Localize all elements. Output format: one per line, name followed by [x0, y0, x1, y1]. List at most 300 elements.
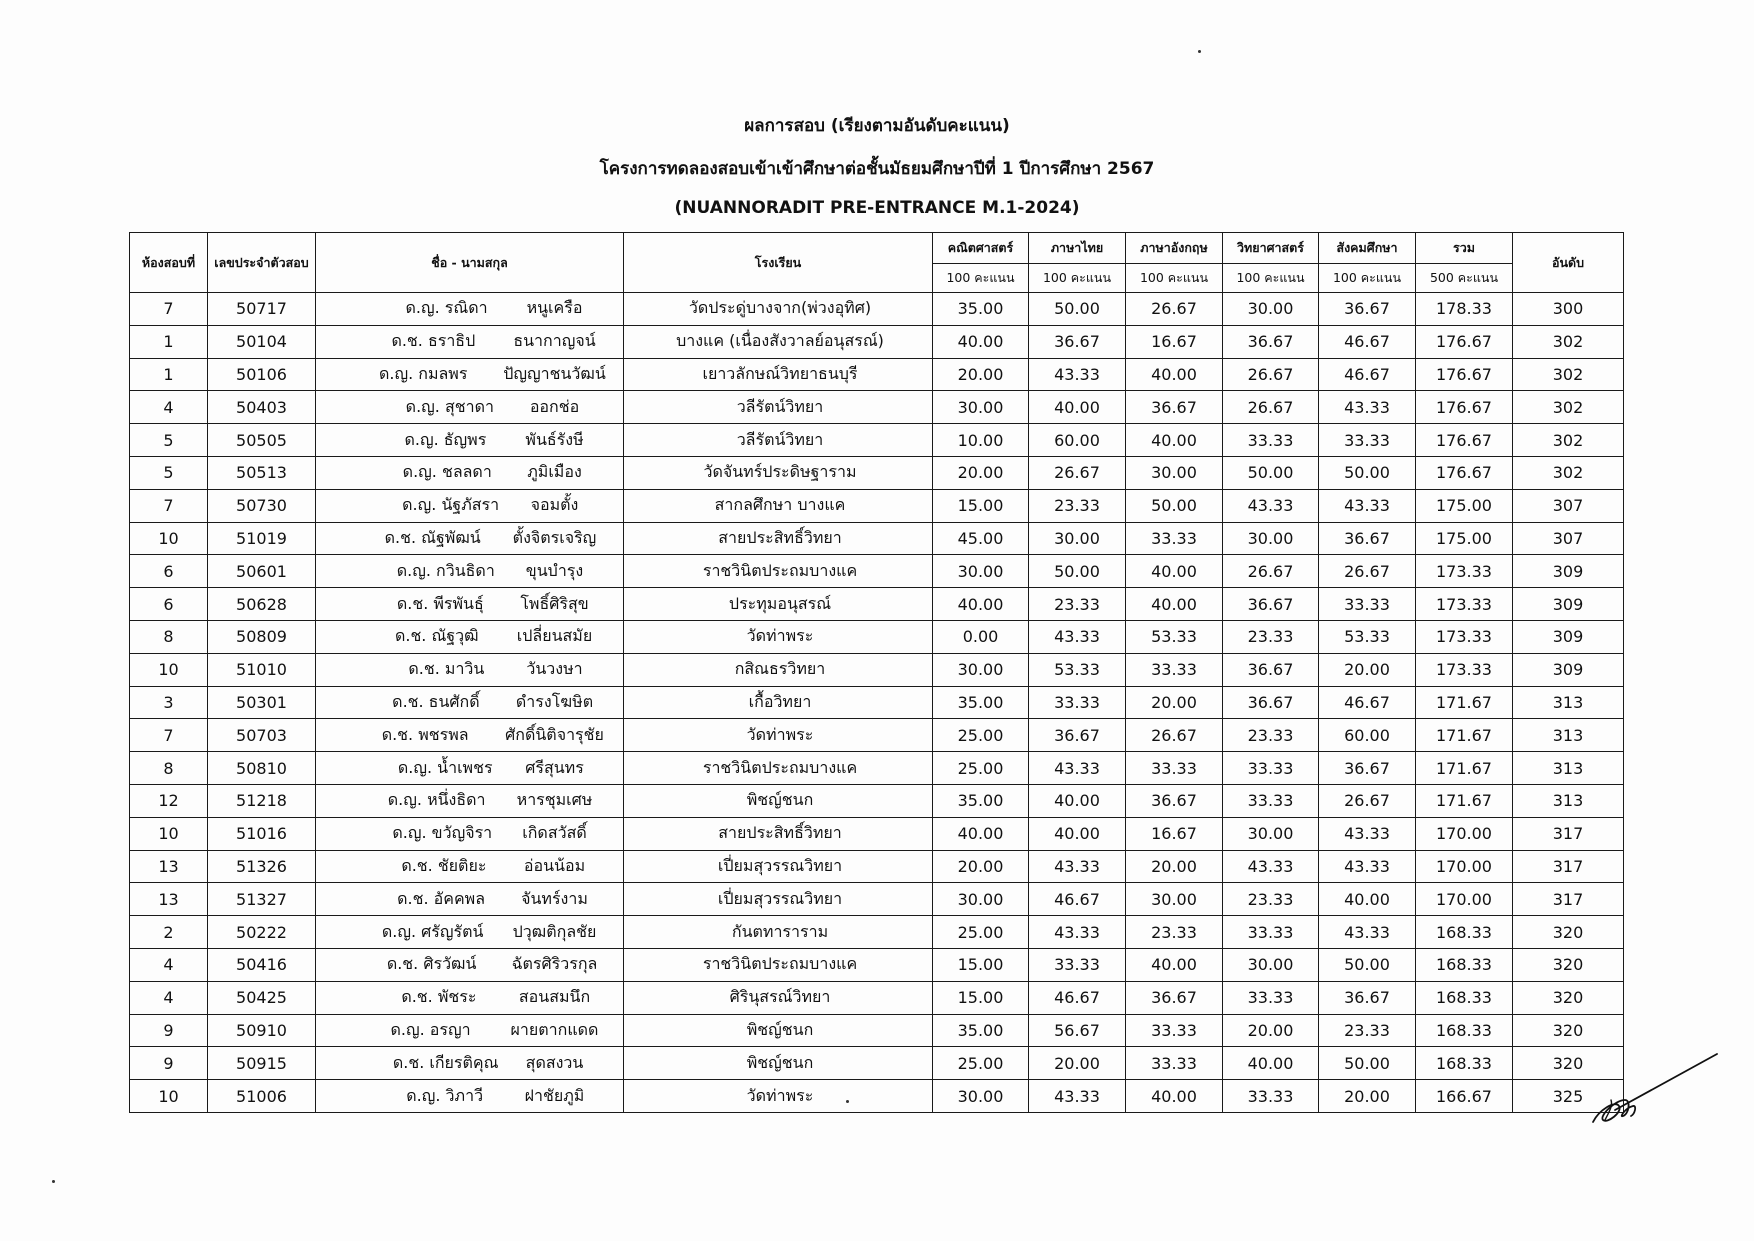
- rank-cell: 307: [1513, 522, 1624, 555]
- header-row: [130, 233, 1624, 264]
- math-score: 25.00: [933, 916, 1029, 949]
- table-row: [130, 358, 1624, 391]
- english-score: 30.00: [1126, 883, 1223, 916]
- first-name: ด.ญ. ศรัญรัตน์: [381, 921, 484, 941]
- room-cell: 7: [130, 489, 208, 522]
- math-score: 15.00: [933, 489, 1029, 522]
- header-name: ชื่อ - นามสกุล: [316, 233, 624, 293]
- english-score: 16.67: [1126, 817, 1223, 850]
- name-cell: [316, 489, 624, 522]
- science-score: 30.00: [1223, 522, 1319, 555]
- total-score: 166.67: [1416, 1080, 1513, 1113]
- last-name: ธนากาญจน์: [513, 331, 596, 351]
- name-cell: [316, 981, 624, 1014]
- math-score: 40.00: [933, 588, 1029, 621]
- table-row: [130, 981, 1624, 1014]
- thai-score: 33.33: [1029, 686, 1126, 719]
- name-cell: [316, 293, 624, 326]
- social-score: 46.67: [1319, 325, 1416, 358]
- math-score: 25.00: [933, 752, 1029, 785]
- school-cell: สายประสิทธิ์วิทยา: [624, 522, 933, 555]
- science-score: 43.33: [1223, 489, 1319, 522]
- first-name: ด.ช. ศิรวัฒน์: [386, 954, 477, 974]
- science-score: 33.33: [1223, 424, 1319, 457]
- exam-id-cell: 51326: [208, 850, 316, 883]
- english-score: 23.33: [1126, 916, 1223, 949]
- total-score: 171.67: [1416, 686, 1513, 719]
- social-score: 36.67: [1319, 293, 1416, 326]
- thai-score: 30.00: [1029, 522, 1126, 555]
- exam-id-cell: 50910: [208, 1014, 316, 1047]
- rank-cell: 317: [1513, 850, 1624, 883]
- english-score: 50.00: [1126, 489, 1223, 522]
- unit-science: 100 คะแนน: [1223, 264, 1319, 293]
- last-name: เกิดสวัสดิ์: [522, 823, 587, 843]
- first-name: ด.ช. พัชระ: [401, 987, 477, 1007]
- school-cell: ราชวินิตประถมบางแค: [624, 948, 933, 981]
- signature-mark: [1585, 1050, 1725, 1130]
- english-score: 40.00: [1126, 948, 1223, 981]
- english-score: 40.00: [1126, 1080, 1223, 1113]
- english-score: 33.33: [1126, 1014, 1223, 1047]
- header-total: รวม: [1416, 233, 1513, 264]
- first-name: ด.ญ. รณิดา: [405, 298, 488, 318]
- exam-id-cell: 50809: [208, 620, 316, 653]
- math-score: 30.00: [933, 391, 1029, 424]
- total-score: 168.33: [1416, 916, 1513, 949]
- math-score: 30.00: [933, 883, 1029, 916]
- room-cell: 9: [130, 1014, 208, 1047]
- science-score: 26.67: [1223, 391, 1319, 424]
- table-body: [130, 293, 1624, 1113]
- math-score: 15.00: [933, 981, 1029, 1014]
- header-school: โรงเรียน: [624, 233, 933, 293]
- social-score: 33.33: [1319, 424, 1416, 457]
- thai-score: 23.33: [1029, 489, 1126, 522]
- science-score: 36.67: [1223, 588, 1319, 621]
- name-cell: [316, 850, 624, 883]
- english-score: 36.67: [1126, 784, 1223, 817]
- science-score: 20.00: [1223, 1014, 1319, 1047]
- exam-id-cell: 51006: [208, 1080, 316, 1113]
- school-cell: พิชญ์ชนก: [624, 1014, 933, 1047]
- total-score: 176.67: [1416, 424, 1513, 457]
- science-score: 36.67: [1223, 686, 1319, 719]
- table-row: [130, 489, 1624, 522]
- total-score: 173.33: [1416, 588, 1513, 621]
- table-row: [130, 850, 1624, 883]
- thai-score: 23.33: [1029, 588, 1126, 621]
- science-score: 26.67: [1223, 555, 1319, 588]
- total-score: 170.00: [1416, 883, 1513, 916]
- school-cell: ศิรินุสรณ์วิทยา: [624, 981, 933, 1014]
- table-row: [130, 752, 1624, 785]
- math-score: 25.00: [933, 1047, 1029, 1080]
- social-score: 43.33: [1319, 391, 1416, 424]
- name-cell: [316, 1014, 624, 1047]
- rank-cell: 309: [1513, 555, 1624, 588]
- unit-english: 100 คะแนน: [1126, 264, 1223, 293]
- exam-id-cell: 50601: [208, 555, 316, 588]
- last-name: ปวุฒติกุลชัย: [512, 921, 597, 941]
- math-score: 10.00: [933, 424, 1029, 457]
- total-score: 173.33: [1416, 620, 1513, 653]
- rank-cell: 320: [1513, 1014, 1624, 1047]
- exam-id-cell: 50717: [208, 293, 316, 326]
- first-name: ด.ช. อัคคพล: [397, 888, 486, 908]
- total-score: 168.33: [1416, 981, 1513, 1014]
- exam-id-cell: 50403: [208, 391, 316, 424]
- school-cell: เปี่ยมสุวรรณวิทยา: [624, 883, 933, 916]
- math-score: 45.00: [933, 522, 1029, 555]
- exam-id-cell: 51327: [208, 883, 316, 916]
- last-name: ดำรงโฆษิต: [515, 691, 594, 711]
- social-score: 53.33: [1319, 620, 1416, 653]
- name-cell: [316, 555, 624, 588]
- first-name: ด.ญ. ธัญพร: [404, 429, 487, 449]
- first-name: ด.ญ. หนึ่งธิดา: [387, 790, 486, 810]
- scan-speck: [846, 1100, 849, 1103]
- science-score: 30.00: [1223, 948, 1319, 981]
- exam-id-cell: 50730: [208, 489, 316, 522]
- social-score: 36.67: [1319, 752, 1416, 785]
- rank-cell: 320: [1513, 981, 1624, 1014]
- school-cell: วัดท่าพระ: [624, 1080, 933, 1113]
- total-score: 178.33: [1416, 293, 1513, 326]
- english-score: 20.00: [1126, 686, 1223, 719]
- rank-cell: 309: [1513, 653, 1624, 686]
- school-cell: สากลศึกษา บางแค: [624, 489, 933, 522]
- room-cell: 8: [130, 752, 208, 785]
- social-score: 50.00: [1319, 1047, 1416, 1080]
- table-row: [130, 1080, 1624, 1113]
- school-cell: กสิณธรวิทยา: [624, 653, 933, 686]
- name-cell: [316, 424, 624, 457]
- rank-cell: 300: [1513, 293, 1624, 326]
- last-name: ขุนบำรุง: [525, 560, 584, 580]
- table-row: [130, 784, 1624, 817]
- school-cell: เปี่ยมสุวรรณวิทยา: [624, 850, 933, 883]
- science-score: 33.33: [1223, 752, 1319, 785]
- english-score: 26.67: [1126, 719, 1223, 752]
- total-score: 176.67: [1416, 358, 1513, 391]
- rank-cell: 320: [1513, 1047, 1624, 1080]
- rank-cell: 317: [1513, 883, 1624, 916]
- room-cell: 4: [130, 948, 208, 981]
- exam-id-cell: 51218: [208, 784, 316, 817]
- table-row: [130, 1047, 1624, 1080]
- last-name: ออกช่อ: [529, 396, 580, 416]
- room-cell: 8: [130, 620, 208, 653]
- thai-score: 46.67: [1029, 981, 1126, 1014]
- exam-id-cell: 51010: [208, 653, 316, 686]
- table-row: [130, 686, 1624, 719]
- header-room: ห้องสอบที่: [130, 233, 208, 293]
- english-score: 40.00: [1126, 358, 1223, 391]
- exam-id-cell: 51016: [208, 817, 316, 850]
- thai-score: 43.33: [1029, 1080, 1126, 1113]
- science-score: 33.33: [1223, 916, 1319, 949]
- social-score: 20.00: [1319, 653, 1416, 686]
- social-score: 43.33: [1319, 916, 1416, 949]
- table-row: [130, 424, 1624, 457]
- table-row: [130, 391, 1624, 424]
- thai-score: 36.67: [1029, 325, 1126, 358]
- name-cell: [316, 883, 624, 916]
- first-name: ด.ช. ธราธิป: [391, 331, 476, 351]
- last-name: โพธิ์ศิริสุข: [520, 593, 589, 613]
- room-cell: 5: [130, 424, 208, 457]
- social-score: 36.67: [1319, 522, 1416, 555]
- room-cell: 10: [130, 522, 208, 555]
- name-cell: [316, 752, 624, 785]
- english-score: 33.33: [1126, 1047, 1223, 1080]
- school-cell: กันตทาราราม: [624, 916, 933, 949]
- table-row: [130, 653, 1624, 686]
- math-score: 0.00: [933, 620, 1029, 653]
- math-score: 40.00: [933, 325, 1029, 358]
- last-name: ศรีสุนทร: [525, 757, 584, 777]
- school-cell: ประทุมอนุสรณ์: [624, 588, 933, 621]
- name-cell: [316, 653, 624, 686]
- table-row: [130, 620, 1624, 653]
- exam-id-cell: 50703: [208, 719, 316, 752]
- math-score: 30.00: [933, 555, 1029, 588]
- thai-score: 26.67: [1029, 456, 1126, 489]
- last-name: วันวงษา: [526, 659, 583, 679]
- social-score: 46.67: [1319, 358, 1416, 391]
- room-cell: 13: [130, 850, 208, 883]
- exam-id-cell: 50106: [208, 358, 316, 391]
- english-score: 26.67: [1126, 293, 1223, 326]
- room-cell: 6: [130, 555, 208, 588]
- last-name: ฝาชัยภูมิ: [524, 1085, 585, 1105]
- school-cell: วลีรัตน์วิทยา: [624, 391, 933, 424]
- rank-cell: 309: [1513, 620, 1624, 653]
- name-cell: [316, 686, 624, 719]
- name-cell: [316, 948, 624, 981]
- name-cell: [316, 325, 624, 358]
- total-score: 170.00: [1416, 817, 1513, 850]
- school-cell: พิชญ์ชนก: [624, 1047, 933, 1080]
- header-rank: อันดับ: [1513, 233, 1624, 293]
- first-name: ด.ช. ณัฐวุฒิ: [394, 626, 479, 646]
- first-name: ด.ญ. ชลลดา: [402, 462, 492, 482]
- social-score: 26.67: [1319, 555, 1416, 588]
- math-score: 35.00: [933, 293, 1029, 326]
- header-social: สังคมศึกษา: [1319, 233, 1416, 264]
- first-name: ด.ช. พีรพันธุ์: [396, 593, 484, 613]
- last-name: สุดสงวน: [525, 1052, 584, 1072]
- room-cell: 5: [130, 456, 208, 489]
- table-row: [130, 817, 1624, 850]
- unit-thai: 100 คะแนน: [1029, 264, 1126, 293]
- rank-cell: 325: [1513, 1080, 1624, 1113]
- english-score: 20.00: [1126, 850, 1223, 883]
- exam-id-cell: 50104: [208, 325, 316, 358]
- rank-cell: 313: [1513, 784, 1624, 817]
- first-name: ด.ช. ชัยติยะ: [401, 855, 487, 875]
- school-cell: พิชญ์ชนก: [624, 784, 933, 817]
- rank-cell: 309: [1513, 588, 1624, 621]
- thai-score: 43.33: [1029, 916, 1126, 949]
- unit-total: 500 คะแนน: [1416, 264, 1513, 293]
- rank-cell: 302: [1513, 358, 1624, 391]
- english-score: 33.33: [1126, 653, 1223, 686]
- last-name: ศักดิ์นิติจารุชัย: [505, 724, 604, 744]
- name-cell: [316, 784, 624, 817]
- first-name: ด.ญ. ขวัญจิรา: [392, 823, 493, 843]
- name-cell: [316, 817, 624, 850]
- name-cell: [316, 1047, 624, 1080]
- total-score: 171.67: [1416, 752, 1513, 785]
- school-cell: เยาวลักษณ์วิทยาธนบุรี: [624, 358, 933, 391]
- exam-id-cell: 50222: [208, 916, 316, 949]
- english-score: 40.00: [1126, 588, 1223, 621]
- school-cell: วลีรัตน์วิทยา: [624, 424, 933, 457]
- last-name: จอมตั้ง: [530, 495, 579, 515]
- room-cell: 2: [130, 916, 208, 949]
- header-math: คณิตศาสตร์: [933, 233, 1029, 264]
- social-score: 43.33: [1319, 850, 1416, 883]
- thai-score: 53.33: [1029, 653, 1126, 686]
- room-cell: 10: [130, 817, 208, 850]
- thai-score: 40.00: [1029, 784, 1126, 817]
- science-score: 50.00: [1223, 456, 1319, 489]
- english-score: 40.00: [1126, 424, 1223, 457]
- first-name: ด.ญ. นัฐภัสรา: [402, 495, 500, 515]
- unit-social: 100 คะแนน: [1319, 264, 1416, 293]
- exam-id-cell: 50628: [208, 588, 316, 621]
- social-score: 43.33: [1319, 489, 1416, 522]
- math-score: 35.00: [933, 784, 1029, 817]
- total-score: 176.67: [1416, 456, 1513, 489]
- exam-id-cell: 50301: [208, 686, 316, 719]
- thai-score: 50.00: [1029, 555, 1126, 588]
- table-row: [130, 916, 1624, 949]
- exam-id-cell: 50513: [208, 456, 316, 489]
- exam-id-cell: 50810: [208, 752, 316, 785]
- first-name: ด.ญ. กวินธิดา: [396, 560, 495, 580]
- table-row: [130, 948, 1624, 981]
- last-name: ปัญญาชนวัฒน์: [503, 363, 606, 383]
- social-score: 23.33: [1319, 1014, 1416, 1047]
- total-score: 168.33: [1416, 1014, 1513, 1047]
- science-score: 33.33: [1223, 981, 1319, 1014]
- exam-id-cell: 50416: [208, 948, 316, 981]
- science-score: 30.00: [1223, 817, 1319, 850]
- english-score: 30.00: [1126, 456, 1223, 489]
- first-name: ด.ช. ธนศักดิ์: [392, 691, 480, 711]
- name-cell: [316, 620, 624, 653]
- name-cell: [316, 1080, 624, 1113]
- header-english: ภาษาอังกฤษ: [1126, 233, 1223, 264]
- room-cell: 4: [130, 981, 208, 1014]
- thai-score: 60.00: [1029, 424, 1126, 457]
- title-line-3: (NUANNORADIT PRE-ENTRANCE M.1-2024): [674, 198, 1080, 218]
- total-score: 176.67: [1416, 391, 1513, 424]
- thai-score: 20.00: [1029, 1047, 1126, 1080]
- first-name: ด.ญ. น้ำเพชร: [397, 757, 493, 777]
- unit-math: 100 คะแนน: [933, 264, 1029, 293]
- school-cell: ราชวินิตประถมบางแค: [624, 555, 933, 588]
- school-cell: เกื้อวิทยา: [624, 686, 933, 719]
- science-score: 23.33: [1223, 719, 1319, 752]
- science-score: 36.67: [1223, 653, 1319, 686]
- math-score: 30.00: [933, 653, 1029, 686]
- first-name: ด.ญ. อรญา: [390, 1019, 471, 1039]
- room-cell: 1: [130, 325, 208, 358]
- room-cell: 13: [130, 883, 208, 916]
- table-header: [130, 233, 1624, 293]
- science-score: 23.33: [1223, 620, 1319, 653]
- last-name: สอนสมนึก: [518, 987, 591, 1007]
- first-name: ด.ช. ณัฐพัฒน์: [384, 527, 481, 547]
- room-cell: 1: [130, 358, 208, 391]
- table-row: [130, 522, 1624, 555]
- results-table: [129, 232, 1624, 1113]
- table-row: [130, 719, 1624, 752]
- math-score: 20.00: [933, 358, 1029, 391]
- title-line-2: โครงการทดลองสอบเข้าเข้าศึกษาต่อชั้นมัธยมศึกษาปีที่ 1 ปีการศึกษา 2567: [599, 159, 1155, 179]
- school-cell: บางแค (เนื่องสังวาลย์อนุสรณ์): [624, 325, 933, 358]
- science-score: 36.67: [1223, 325, 1319, 358]
- english-score: 33.33: [1126, 522, 1223, 555]
- room-cell: 10: [130, 1080, 208, 1113]
- first-name: ด.ช. เกียรติคุณ: [392, 1052, 499, 1072]
- table-row: [130, 456, 1624, 489]
- thai-score: 46.67: [1029, 883, 1126, 916]
- math-score: 40.00: [933, 817, 1029, 850]
- thai-score: 50.00: [1029, 293, 1126, 326]
- rank-cell: 302: [1513, 325, 1624, 358]
- title-line-1: ผลการสอบ (เรียงตามอันดับคะแนน): [744, 116, 1010, 136]
- thai-score: 40.00: [1029, 817, 1126, 850]
- social-score: 50.00: [1319, 456, 1416, 489]
- first-name: ด.ญ. สุชาดา: [405, 396, 494, 416]
- thai-score: 33.33: [1029, 948, 1126, 981]
- last-name: หนูเครือ: [526, 298, 583, 318]
- thai-score: 43.33: [1029, 620, 1126, 653]
- first-name: ด.ช. มาวิน: [408, 659, 485, 679]
- room-cell: 10: [130, 653, 208, 686]
- science-score: 33.33: [1223, 784, 1319, 817]
- room-cell: 4: [130, 391, 208, 424]
- last-name: ตั้งจิตรเจริญ: [512, 527, 597, 547]
- thai-score: 43.33: [1029, 752, 1126, 785]
- english-score: 16.67: [1126, 325, 1223, 358]
- social-score: 43.33: [1319, 817, 1416, 850]
- science-score: 23.33: [1223, 883, 1319, 916]
- rank-cell: 313: [1513, 719, 1624, 752]
- header-thai: ภาษาไทย: [1029, 233, 1126, 264]
- total-score: 176.67: [1416, 325, 1513, 358]
- total-score: 173.33: [1416, 555, 1513, 588]
- exam-id-cell: 51019: [208, 522, 316, 555]
- last-name: ฉัตรศิริวรกุล: [511, 954, 598, 974]
- english-score: 53.33: [1126, 620, 1223, 653]
- table-row: [130, 588, 1624, 621]
- last-name: หารชุมเศษ: [516, 790, 593, 810]
- name-cell: [316, 358, 624, 391]
- english-score: 36.67: [1126, 391, 1223, 424]
- last-name: เปลี่ยนสมัย: [516, 626, 593, 646]
- school-cell: สายประสิทธิ์วิทยา: [624, 817, 933, 850]
- scan-speck: [52, 1180, 55, 1183]
- school-cell: วัดประดู่บางจาก(พ่วงอุทิศ): [624, 293, 933, 326]
- math-score: 15.00: [933, 948, 1029, 981]
- rank-cell: 320: [1513, 916, 1624, 949]
